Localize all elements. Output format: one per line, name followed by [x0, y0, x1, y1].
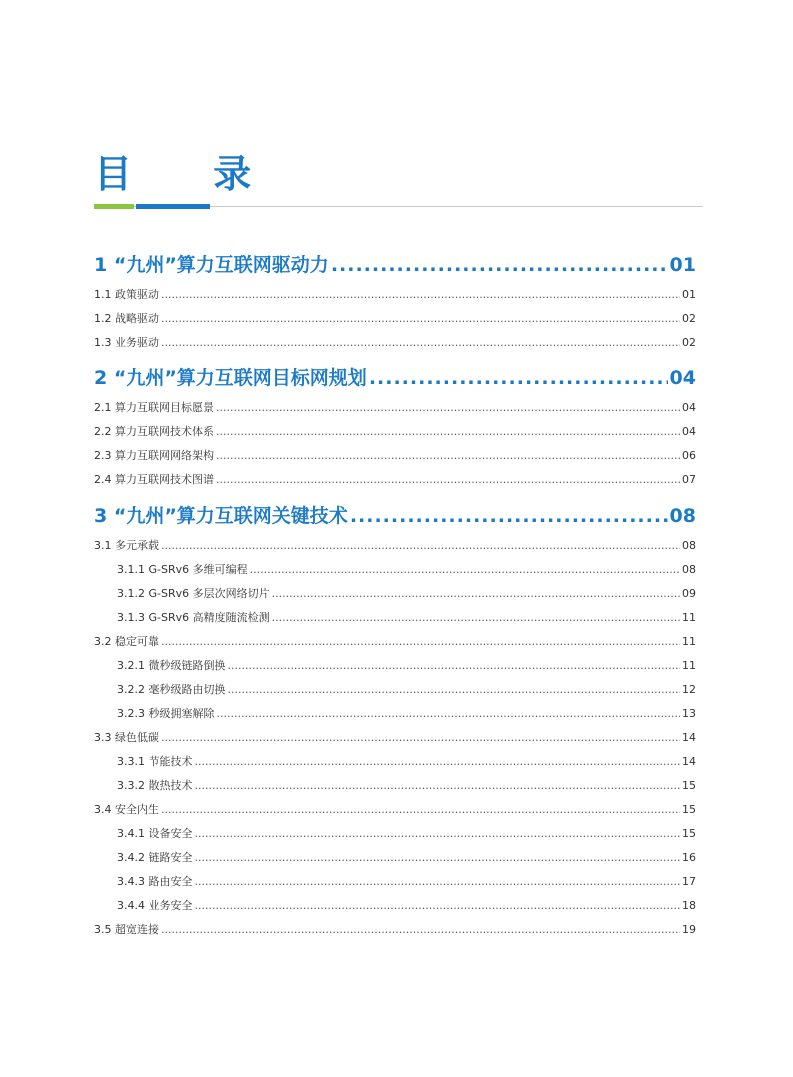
toc-entry-title: 3.4.3 路由安全	[117, 875, 193, 888]
toc-entry-title: 1.1 政策驱动	[94, 288, 159, 301]
toc-entry-title: 3.1.3 G-SRv6 高精度随流检测	[117, 611, 270, 624]
toc-chapter[interactable]	[94, 501, 696, 531]
toc-page-number: 04	[682, 425, 696, 438]
toc-section[interactable]	[94, 310, 696, 330]
toc-page-number: 04	[682, 401, 696, 414]
title-accent-blue	[136, 204, 210, 209]
toc-leader-dots	[216, 401, 680, 414]
toc-page-number: 11	[682, 635, 696, 648]
toc-section[interactable]	[94, 334, 696, 354]
toc-leader-dots	[272, 587, 680, 600]
toc-entry-title: 3.3 绿色低碳	[94, 731, 159, 744]
toc-leader-dots	[161, 731, 680, 744]
toc-page-number: 02	[682, 336, 696, 349]
toc-subsection[interactable]	[94, 585, 696, 605]
toc-leader-dots	[161, 312, 680, 325]
toc-section[interactable]	[94, 801, 696, 821]
toc-leader-dots	[228, 659, 681, 672]
toc-subsection[interactable]	[94, 777, 696, 797]
toc-entry-title: 3.4.2 链路安全	[117, 851, 193, 864]
toc-leader-dots	[216, 425, 680, 438]
toc-subsection[interactable]	[94, 681, 696, 701]
toc-leader-dots	[161, 923, 680, 936]
toc-page-number: 08	[669, 505, 696, 527]
toc-leader-dots	[272, 611, 680, 624]
toc-page-number: 17	[682, 875, 696, 888]
toc-page-number: 15	[682, 803, 696, 816]
toc-page-number: 06	[682, 449, 696, 462]
toc-leader-dots	[217, 707, 681, 720]
toc-page-number: 14	[682, 755, 696, 768]
toc-leader-dots	[161, 336, 680, 349]
toc-subsection[interactable]	[94, 897, 696, 917]
toc-entry-title: 3 “九州”算力互联网关键技术	[94, 505, 348, 527]
toc-leader-dots	[216, 473, 680, 486]
toc-leader-dots	[369, 367, 668, 389]
toc-subsection[interactable]	[94, 825, 696, 845]
toc-leader-dots	[161, 803, 680, 816]
toc-section[interactable]	[94, 633, 696, 653]
toc-subsection[interactable]	[94, 657, 696, 677]
toc-subsection[interactable]	[94, 873, 696, 893]
toc-subsection[interactable]	[94, 753, 696, 773]
toc-subsection[interactable]	[94, 705, 696, 725]
toc-leader-dots	[195, 755, 681, 768]
toc-page-number: 19	[682, 923, 696, 936]
toc-subsection[interactable]	[94, 561, 696, 581]
toc-page-number: 15	[682, 827, 696, 840]
toc-subsection[interactable]	[94, 849, 696, 869]
toc-section[interactable]	[94, 447, 696, 467]
toc-entry-title: 3.2.3 秒级拥塞解除	[117, 707, 215, 720]
toc-section[interactable]	[94, 423, 696, 443]
toc-page-number: 09	[682, 587, 696, 600]
toc-leader-dots	[195, 779, 681, 792]
toc-entry-title: 3.2 稳定可靠	[94, 635, 159, 648]
toc-leader-dots	[161, 539, 680, 552]
toc-entry-title: 1.3 业务驱动	[94, 336, 159, 349]
toc-page-number: 07	[682, 473, 696, 486]
toc-entry-title: 2 “九州”算力互联网目标网规划	[94, 367, 367, 389]
toc-leader-dots	[161, 635, 680, 648]
toc-entry-title: 3.1.2 G-SRv6 多层次网络切片	[117, 587, 270, 600]
toc-entry-title: 3.1.1 G-SRv6 多维可编程	[117, 563, 248, 576]
toc-section[interactable]	[94, 399, 696, 419]
toc-page-number: 11	[682, 659, 696, 672]
toc-page-number: 08	[682, 563, 696, 576]
toc-entry-title: 3.2.1 微秒级链路倒换	[117, 659, 226, 672]
toc-leader-dots	[350, 505, 668, 527]
toc-page-number: 14	[682, 731, 696, 744]
toc-section[interactable]	[94, 286, 696, 306]
toc-entry-title: 3.3.1 节能技术	[117, 755, 193, 768]
toc-page-number: 12	[682, 683, 696, 696]
toc-entry-title: 3.2.2 毫秒级路由切换	[117, 683, 226, 696]
toc-page-number: 01	[669, 254, 696, 276]
toc-entry-title: 2.1 算力互联网目标愿景	[94, 401, 214, 414]
toc-entry-title: 1 “九州”算力互联网驱动力	[94, 254, 329, 276]
toc-leader-dots	[216, 449, 680, 462]
toc-section[interactable]	[94, 471, 696, 491]
toc-page-number: 11	[682, 611, 696, 624]
toc-section[interactable]	[94, 921, 696, 941]
toc-page-number: 13	[682, 707, 696, 720]
toc-leader-dots	[195, 827, 681, 840]
toc-page-number: 08	[682, 539, 696, 552]
toc-entry-title: 3.4.1 设备安全	[117, 827, 193, 840]
toc-leader-dots	[195, 875, 681, 888]
toc-leader-dots	[228, 683, 681, 696]
toc-page-number: 15	[682, 779, 696, 792]
toc-entry-title: 3.3.2 散热技术	[117, 779, 193, 792]
toc-section[interactable]	[94, 729, 696, 749]
toc-entry-title: 2.4 算力互联网技术图谱	[94, 473, 214, 486]
toc-leader-dots	[161, 288, 680, 301]
toc-entry-title: 2.3 算力互联网网络架构	[94, 449, 214, 462]
toc-chapter[interactable]	[94, 250, 696, 280]
toc-page-number: 01	[682, 288, 696, 301]
toc-leader-dots	[195, 851, 681, 864]
toc-entry-title: 3.1 多元承载	[94, 539, 159, 552]
toc-page-number: 02	[682, 312, 696, 325]
toc-leader-dots	[195, 899, 681, 912]
toc-page-number: 18	[682, 899, 696, 912]
page-title: 目 录	[94, 152, 286, 196]
toc-leader-dots	[331, 254, 668, 276]
toc-subsection[interactable]	[94, 609, 696, 629]
toc-entry-title: 2.2 算力互联网技术体系	[94, 425, 214, 438]
toc-entry-title: 3.4 安全内生	[94, 803, 159, 816]
toc-page-number: 04	[669, 367, 696, 389]
toc-section[interactable]	[94, 537, 696, 557]
toc-leader-dots	[250, 563, 680, 576]
title-accent-green	[94, 204, 134, 209]
toc-entry-title: 3.4.4 业务安全	[117, 899, 193, 912]
toc-page-number: 16	[682, 851, 696, 864]
toc-entry-title: 1.2 战略驱动	[94, 312, 159, 325]
toc-entry-title: 3.5 超宽连接	[94, 923, 159, 936]
toc-chapter[interactable]	[94, 363, 696, 393]
